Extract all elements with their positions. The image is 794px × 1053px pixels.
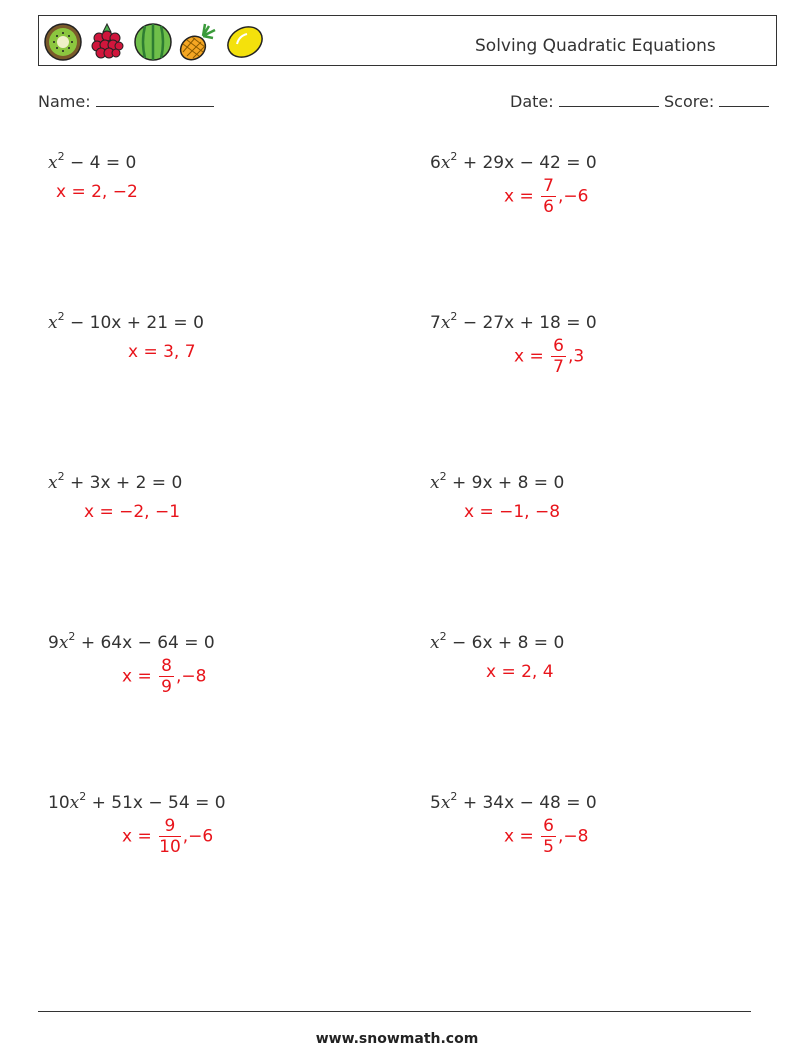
problem-equation: $6x^2 + 29x - 42 = 0$ <box>430 150 597 173</box>
answer-fraction: $\frac{8}{9}$ <box>161 656 172 697</box>
problem-equation: $x^2 - 6x + 8 = 0$ <box>430 630 565 653</box>
answer-fraction: $\frac{6}{7}$ <box>553 336 564 377</box>
answer-fraction: $\frac{7}{6}$ <box>543 176 554 217</box>
answer-text: x = −1, −8 <box>464 502 561 522</box>
score-label: Score: <box>664 92 715 111</box>
name-blank[interactable] <box>96 92 214 107</box>
date-label: Date: <box>510 92 554 111</box>
problem-equation: $x^2 + 9x + 8 = 0$ <box>430 470 565 493</box>
problem-equation: $9x^2 + 64x - 64 = 0$ <box>48 630 215 653</box>
problem-equation: $x^2 - 10x + 21 = 0$ <box>48 310 204 333</box>
date-field[interactable] <box>510 92 659 111</box>
answer-text: x = $\frac{9}{10}$ ,−6 <box>122 816 214 857</box>
name-field[interactable] <box>38 92 214 111</box>
answer-text: x = $\frac{6}{5}$ ,−8 <box>504 816 589 857</box>
raspberry-icon <box>89 22 125 62</box>
name-label: Name: <box>38 92 91 111</box>
problem-equation: $x^2 - 4 = 0$ <box>48 150 137 173</box>
worksheet-header <box>38 15 777 66</box>
answer-text: x = 2, 4 <box>486 662 554 682</box>
answer-text: x = 3, 7 <box>128 342 196 362</box>
answer-text: x = $\frac{8}{9}$ ,−8 <box>122 656 207 697</box>
answer-text: x = $\frac{6}{7}$ ,3 <box>514 336 585 377</box>
lemon-icon <box>223 22 267 62</box>
problem-equation: $7x^2 - 27x + 18 = 0$ <box>430 310 597 333</box>
score-blank[interactable] <box>719 92 769 107</box>
score-field[interactable] <box>664 92 769 111</box>
watermelon-icon <box>133 22 173 62</box>
answer-text: x = −2, −1 <box>84 502 181 522</box>
problem-equation: $10x^2 + 51x - 54 = 0$ <box>48 790 226 813</box>
problem-equation: $x^2 + 3x + 2 = 0$ <box>48 470 183 493</box>
page-title: Solving Quadratic Equations <box>475 36 716 56</box>
footer-url: www.snowmath.com <box>315 1031 479 1047</box>
answer-fraction: $\frac{9}{10}$ <box>159 816 181 857</box>
date-blank[interactable] <box>559 92 659 107</box>
answer-text: x = $\frac{7}{6}$ ,−6 <box>504 176 589 217</box>
pineapple-icon <box>177 22 217 62</box>
problem-equation: $5x^2 + 34x - 48 = 0$ <box>430 790 597 813</box>
footer-divider <box>38 1011 751 1012</box>
answer-fraction: $\frac{6}{5}$ <box>543 816 554 857</box>
kiwi-icon <box>43 22 83 62</box>
answer-text: x = 2, −2 <box>56 182 138 202</box>
